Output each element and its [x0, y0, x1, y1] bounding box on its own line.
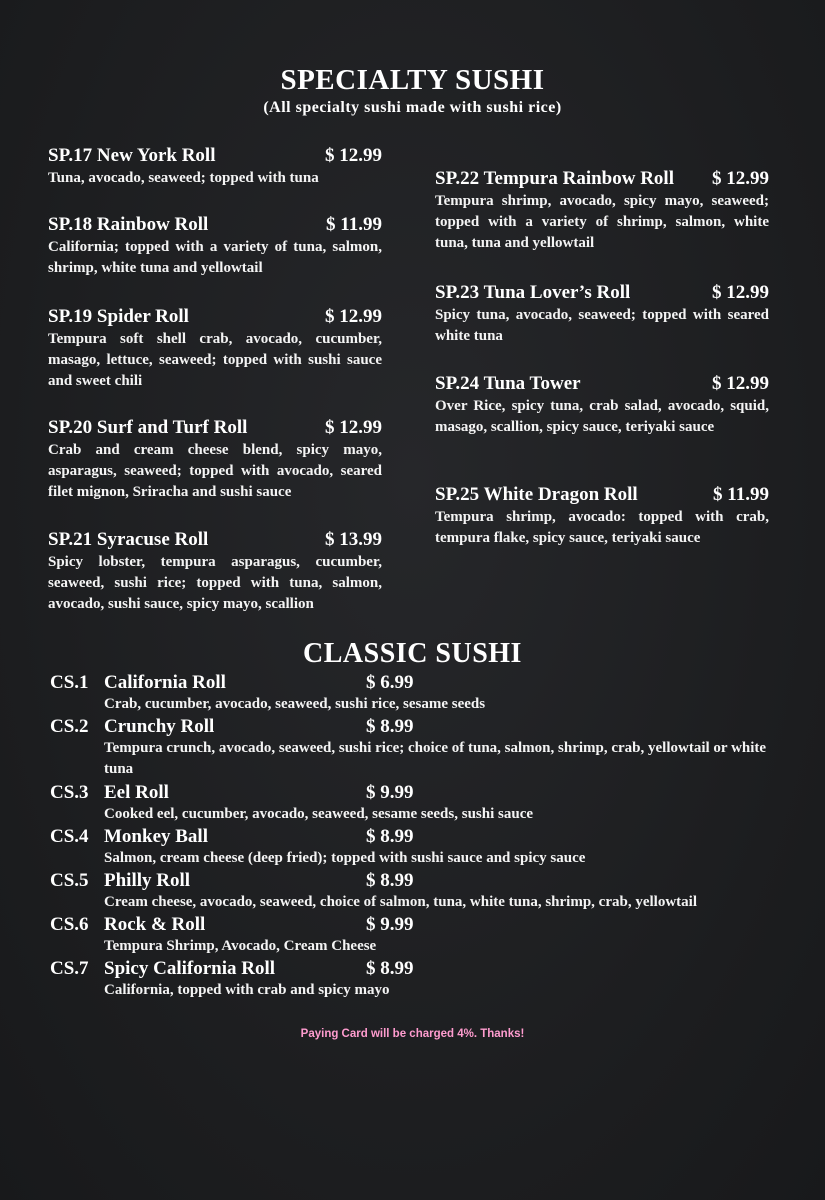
item-description: Over Rice, spicy tuna, crab salad, avocado, squid, masago, scallion, spicy sauce, teriyaki sauce: [435, 398, 769, 435]
item-description: Crab and cream cheese blend, spicy mayo, asparagus, seaweed; topped with avocado, seared filet mignon, Sriracha and sushi sauce: [48, 442, 382, 500]
item-price: $ 13.99: [325, 529, 382, 550]
item-price: $ 12.99: [325, 145, 382, 166]
item-name: SP.21 Syracuse Roll: [48, 529, 209, 550]
item-name: California Roll: [104, 672, 226, 693]
item-description: Spicy tuna, avocado, seaweed; topped with seared white tuna: [435, 307, 769, 344]
item-name: SP.24 Tuna Tower: [435, 373, 581, 394]
item-code: CS.1: [50, 672, 89, 693]
item-price: $ 8.99: [366, 870, 414, 891]
item-name: SP.23 Tuna Lover’s Roll: [435, 282, 631, 303]
menu-item: [435, 281, 769, 372]
card-surcharge-note: Paying Card will be charged 4%. Thanks!: [300, 1028, 525, 1040]
item-price: $ 12.99: [712, 282, 769, 303]
menu-item: [48, 213, 382, 305]
item-name: Monkey Ball: [104, 826, 208, 847]
item-description: Tempura crunch, avocado, seaweed, sushi rice; choice of tuna, salmon, shrimp, crab, yellowtail or white tuna: [104, 740, 767, 777]
item-name: SP.17 New York Roll: [48, 145, 216, 166]
specialty-sushi-title: SPECIALTY SUSHI: [280, 64, 545, 96]
menu-item: [48, 305, 382, 416]
item-price: $ 8.99: [366, 958, 414, 979]
classic-sushi-title: CLASSIC SUSHI: [303, 638, 522, 669]
item-name: SP.18 Rainbow Roll: [48, 214, 209, 235]
menu-item: [435, 372, 769, 483]
item-description: Tempura Shrimp, Avocado, Cream Cheese: [104, 938, 377, 954]
menu-item: [48, 144, 382, 213]
item-description: Salmon, cream cheese (deep fried); topped with sushi sauce and spicy sauce: [104, 850, 586, 866]
menu-item: [50, 958, 780, 1002]
item-price: $ 11.99: [326, 214, 382, 235]
item-price: $ 12.99: [325, 306, 382, 327]
item-price: $ 12.99: [325, 417, 382, 438]
item-name: SP.22 Tempura Rainbow Roll: [435, 168, 674, 189]
specialty-left-column: [48, 144, 382, 615]
specialty-sushi-subtitle: (All specialty sushi made with sushi rice): [263, 99, 562, 116]
menu-item: [50, 826, 780, 870]
menu-item: [50, 914, 780, 958]
item-description: Crab, cucumber, avocado, seaweed, sushi rice, sesame seeds: [104, 696, 486, 712]
specialty-right-column: [435, 167, 769, 549]
classic-sushi-list: [50, 672, 780, 1002]
menu-item: [48, 416, 382, 528]
item-price: $ 9.99: [366, 914, 414, 935]
item-price: $ 6.99: [366, 672, 414, 693]
item-code: CS.5: [50, 870, 89, 891]
item-description: Tempura shrimp, avocado, spicy mayo, seaweed; topped with a variety of shrimp, salmon, white tuna, tuna and yellowtail: [435, 193, 769, 251]
menu-item: [435, 483, 769, 549]
menu-item: [48, 528, 382, 615]
item-code: CS.6: [50, 914, 89, 935]
item-description: Tempura soft shell crab, avocado, cucumber, masago, lettuce, seaweed; topped with sushi sauce and sweet chili: [48, 331, 382, 389]
item-code: CS.3: [50, 782, 89, 803]
item-name: Rock & Roll: [104, 914, 206, 935]
menu-item: [50, 782, 780, 826]
item-description: California, topped with crab and spicy mayo: [104, 982, 390, 998]
item-price: $ 12.99: [712, 373, 769, 394]
item-name: SP.25 White Dragon Roll: [435, 484, 638, 505]
item-price: $ 9.99: [366, 782, 414, 803]
item-description: Cream cheese, avocado, seaweed, choice of salmon, tuna, white tuna, shrimp, crab, yellowtail: [104, 894, 697, 910]
item-price: $ 8.99: [366, 716, 414, 737]
item-price: $ 12.99: [712, 168, 769, 189]
item-code: CS.7: [50, 958, 89, 979]
item-price: $ 11.99: [713, 484, 769, 505]
item-name: Eel Roll: [104, 782, 169, 803]
item-name: Spicy California Roll: [104, 958, 276, 979]
item-code: CS.4: [50, 826, 89, 847]
item-name: SP.19 Spider Roll: [48, 306, 189, 327]
menu-item: [50, 716, 780, 782]
menu-item: [435, 167, 769, 281]
item-name: Crunchy Roll: [104, 716, 215, 737]
item-description: California; topped with a variety of tuna, salmon, shrimp, white tuna and yellowtail: [48, 239, 382, 276]
item-price: $ 8.99: [366, 826, 414, 847]
item-description: Tuna, avocado, seaweed; topped with tuna: [48, 170, 319, 186]
item-description: Cooked eel, cucumber, avocado, seaweed, sesame seeds, sushi sauce: [104, 806, 534, 822]
item-name: Philly Roll: [104, 870, 191, 891]
item-name: SP.20 Surf and Turf Roll: [48, 417, 248, 438]
menu-item: [50, 672, 780, 716]
item-description: Tempura shrimp, avocado: topped with crab, tempura flake, spicy sauce, teriyaki sauce: [435, 509, 769, 546]
menu-item: [50, 870, 780, 914]
item-code: CS.2: [50, 716, 89, 737]
item-description: Spicy lobster, tempura asparagus, cucumber, seaweed, sushi rice; topped with tuna, salmon, avocado, sushi sauce, spicy mayo, scallion: [48, 554, 382, 612]
